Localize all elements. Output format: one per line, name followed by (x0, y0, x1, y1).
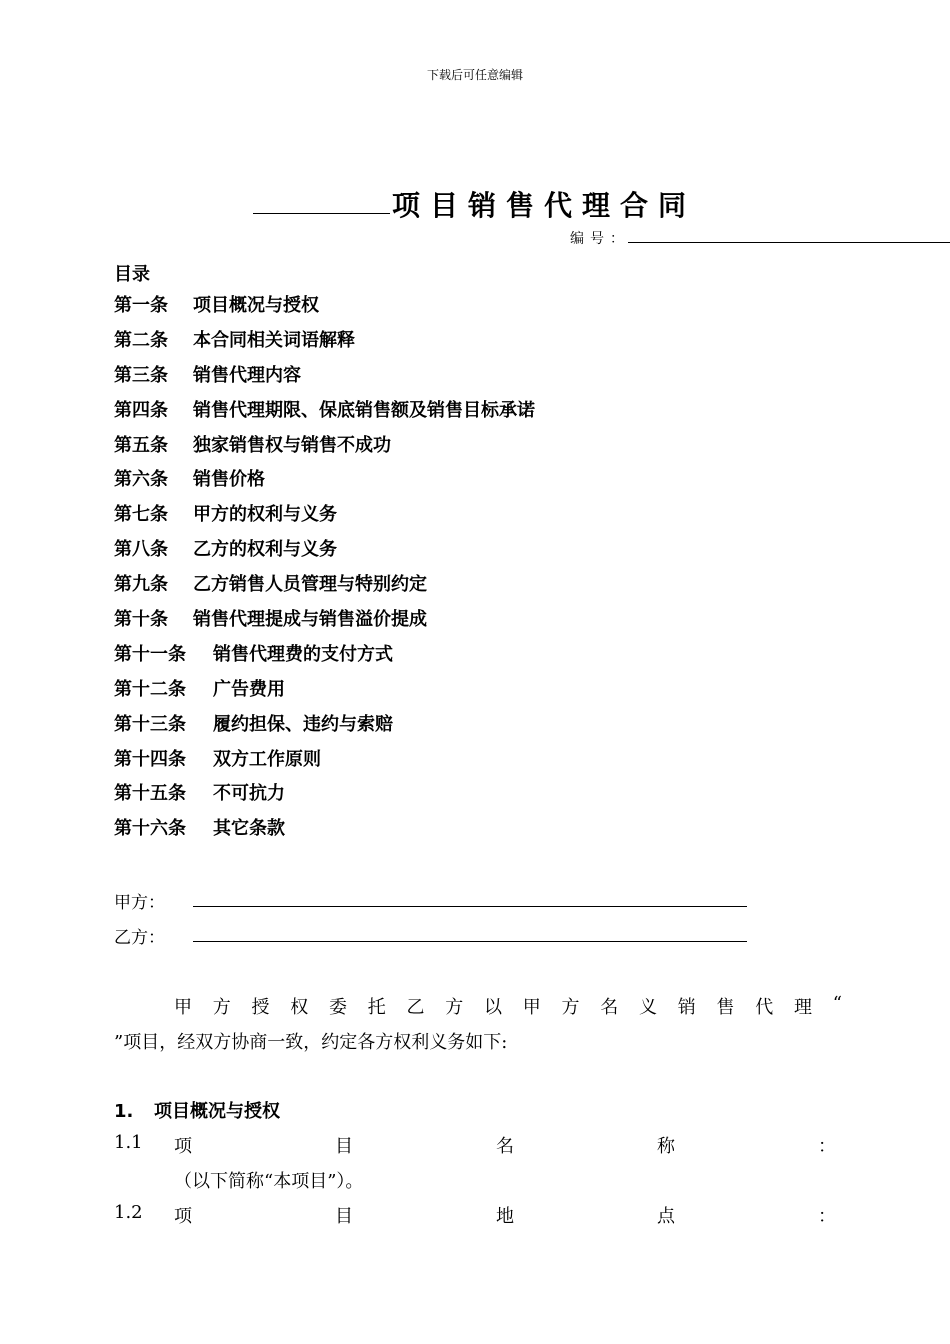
toc-item-number: 第十二条 (114, 678, 186, 700)
intro-char: 方 (561, 997, 580, 1018)
intro-char: 权 (290, 997, 309, 1018)
toc-item-number: 第六条 (114, 469, 168, 491)
toc-item-number: 第十三条 (114, 713, 186, 735)
toc-item-number: 第十条 (114, 609, 168, 631)
intro-char: 授 (251, 997, 270, 1018)
toc-item-number: 第九条 (114, 574, 168, 596)
clause-item (114, 1202, 836, 1228)
intro-char: “ (832, 993, 842, 1014)
intro-char: 代 (755, 997, 774, 1018)
toc-item[interactable] (114, 362, 535, 397)
toc-item[interactable] (114, 466, 535, 501)
toc-item[interactable] (114, 397, 535, 432)
toc-item-number: 第十四条 (114, 748, 186, 770)
toc-item[interactable] (114, 327, 535, 362)
toc-item-label: 独家销售权与销售不成功 (193, 434, 391, 456)
header-note: 下载后可任意编辑 (426, 68, 523, 82)
party-a-field[interactable] (193, 906, 747, 907)
toc-item-label: 双方工作原则 (213, 748, 321, 770)
intro-paragraph-line1 (174, 993, 842, 1019)
intro-char: 销 (677, 997, 696, 1018)
toc-item-number: 第一条 (114, 295, 168, 316)
toc-item-label: 销售代理费的支付方式 (213, 643, 393, 665)
toc-item[interactable] (114, 292, 535, 327)
toc-item-number: 第四条 (114, 399, 168, 421)
toc-item-number: 第八条 (114, 539, 168, 561)
toc-item-label: 乙方的权利与义务 (193, 539, 337, 561)
toc-item-label: 销售代理提成与销售溢价提成 (193, 609, 427, 631)
toc-item[interactable] (114, 501, 535, 536)
clause-char: 地 (496, 1206, 514, 1227)
clause-char: 目 (335, 1136, 353, 1157)
party-b-label: 乙方： (114, 928, 165, 948)
toc-item-label: 乙方销售人员管理与特别约定 (193, 574, 427, 596)
party-a-label: 甲方： (114, 893, 165, 913)
clause-item (114, 1132, 836, 1158)
table-of-contents (114, 292, 535, 850)
intro-char: 甲 (174, 997, 192, 1018)
page-title: 项目销售代理合同 (392, 189, 697, 222)
toc-item-label: 销售价格 (193, 469, 265, 491)
clause-char: 项 (174, 1136, 192, 1157)
toc-item[interactable] (114, 536, 535, 571)
project-name-blank[interactable] (253, 213, 390, 214)
intro-char: 义 (639, 997, 657, 1018)
toc-item-label: 履约担保、违约与索赔 (213, 713, 393, 735)
intro-char: 理 (794, 997, 812, 1018)
intro-char: 以 (484, 997, 502, 1018)
toc-item[interactable] (114, 780, 535, 815)
intro-char: 名 (600, 997, 619, 1018)
contract-number-label: 编号： (570, 231, 630, 247)
toc-item-number: 第十六条 (114, 818, 186, 840)
toc-item-label: 销售代理内容 (193, 364, 301, 386)
intro-char: 乙 (406, 997, 425, 1018)
clause-char: 点 (657, 1206, 675, 1227)
intro-char: 售 (716, 997, 735, 1018)
toc-item-label: 本合同相关词语解释 (193, 329, 355, 351)
toc-item-label: 广告费用 (213, 678, 285, 700)
intro-char: 方 (445, 997, 464, 1018)
toc-item[interactable] (114, 676, 535, 711)
clause-note: （以下简称“本项目”）。 (174, 1171, 364, 1192)
toc-item[interactable] (114, 641, 535, 676)
toc-item-label: 甲方的权利与义务 (193, 504, 337, 526)
clause-char: 名 (496, 1136, 514, 1157)
toc-item[interactable] (114, 432, 535, 467)
clause-text (174, 1202, 836, 1228)
intro-char: 甲 (522, 997, 541, 1018)
contract-number-field[interactable] (628, 242, 950, 243)
toc-item-label: 其它条款 (213, 818, 285, 840)
toc-item-number: 第二条 (114, 329, 168, 351)
intro-char: 方 (212, 997, 231, 1018)
toc-item[interactable] (114, 571, 535, 606)
party-b-field[interactable] (193, 941, 747, 942)
clause-char: 目 (335, 1206, 353, 1227)
toc-item-number: 第五条 (114, 434, 168, 456)
toc-item-number: 第三条 (114, 364, 168, 386)
clause-char: ： (818, 1136, 836, 1157)
section-heading (114, 1097, 280, 1123)
toc-item[interactable] (114, 711, 535, 746)
toc-item[interactable] (114, 815, 535, 850)
toc-item[interactable] (114, 606, 535, 641)
clause-number: 1.1 (114, 1132, 143, 1153)
intro-char: 委 (329, 997, 347, 1018)
toc-item-number: 第七条 (114, 504, 168, 526)
toc-item[interactable] (114, 746, 535, 781)
intro-paragraph-line2: ”项目，经双方协商一致，约定各方权利义务如下: (114, 1032, 508, 1053)
clause-char: ： (818, 1206, 836, 1227)
toc-item-label: 项目概况与授权 (193, 295, 319, 316)
clause-number: 1.2 (114, 1202, 143, 1223)
clause-char: 称 (657, 1136, 675, 1157)
section-number: 1. (114, 1101, 134, 1122)
toc-item-label: 不可抗力 (213, 783, 285, 805)
toc-item-number: 第十一条 (114, 643, 186, 665)
intro-char: 托 (367, 997, 386, 1018)
clause-char: 项 (174, 1206, 192, 1227)
toc-item-label: 销售代理期限、保底销售额及销售目标承诺 (193, 399, 535, 421)
toc-heading: 目录 (114, 264, 150, 285)
toc-item-number: 第十五条 (114, 783, 186, 805)
clause-text (174, 1132, 836, 1158)
section-title: 项目概况与授权 (154, 1101, 280, 1122)
